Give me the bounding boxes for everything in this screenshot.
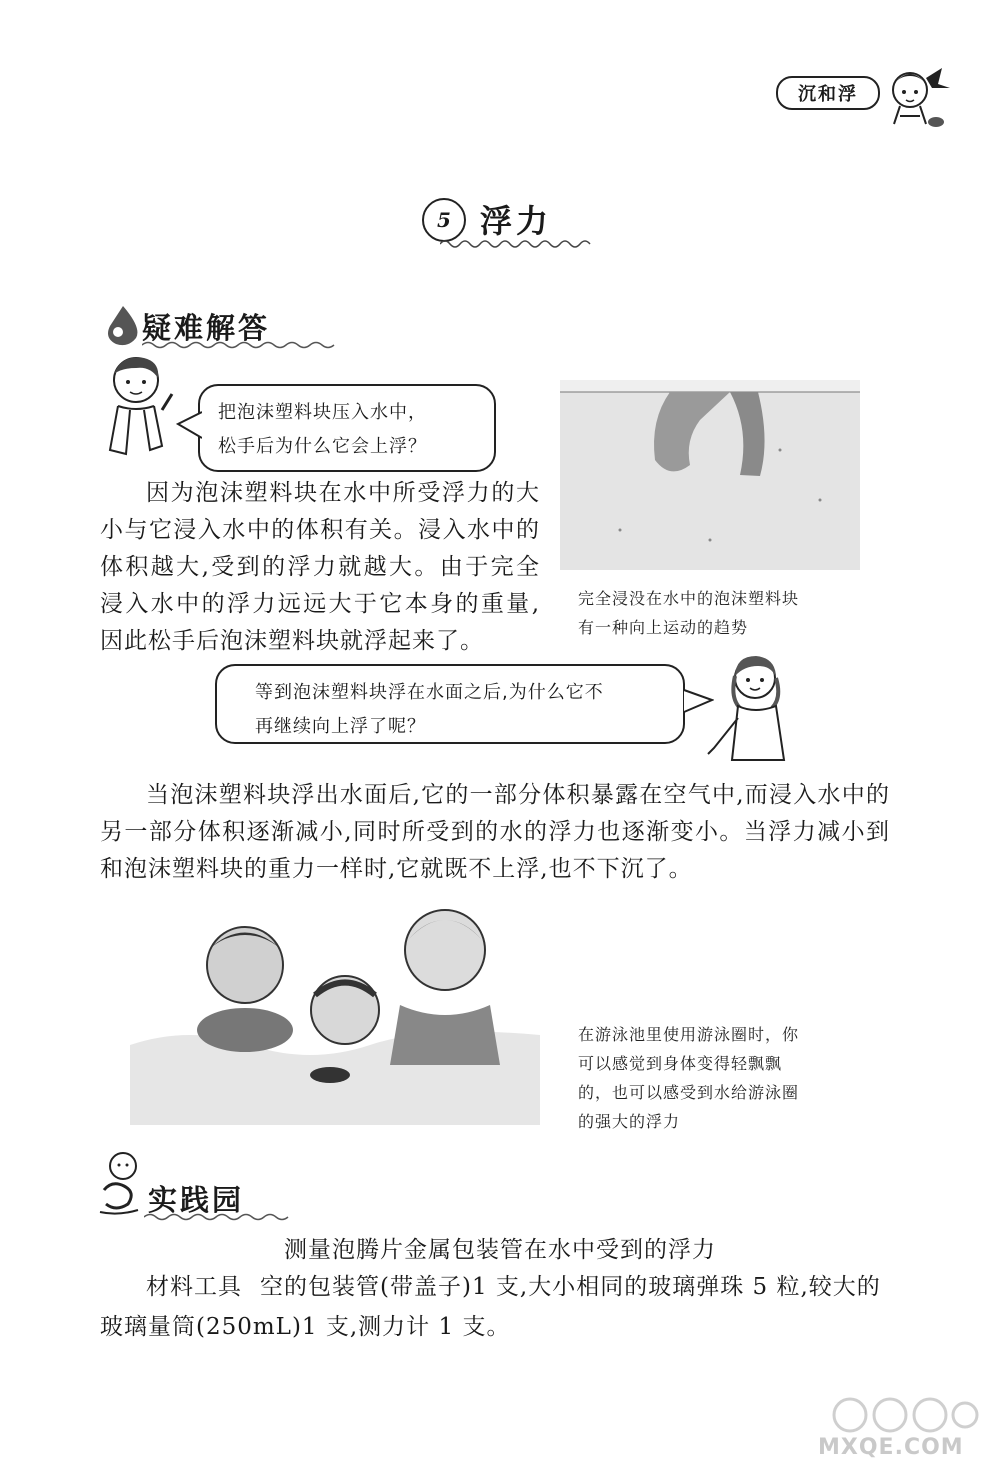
boy-illustration — [100, 350, 178, 470]
answer-2-paragraph: 当泡沫塑料块浮出水面后,它的一部分体积暴露在空气中,而浸入水中的另一部分体积逐渐减小,同时所受到的水的浮力也逐渐变小。当浮力减小到和泡沫塑料块的重力一样时,它就既不上浮,也不下沉了。 — [100, 782, 890, 882]
watermark — [810, 1395, 990, 1465]
heading-underline — [142, 340, 342, 350]
question-1-line-2: 松手后为什么它会上浮？ — [218, 436, 427, 457]
wavy-underline — [440, 238, 600, 250]
mascot-girl-illustration — [880, 58, 955, 133]
question-1-line-1: 把泡沫塑料块压入水中， — [218, 402, 427, 423]
girl-illustration — [700, 648, 795, 768]
question-2-line-2: 再继续向上浮了呢？ — [255, 716, 426, 737]
section-heading-label: 疑难解答 — [142, 311, 271, 345]
photo-2-caption-line-3: 的，也可以感受到水给游泳圈 — [578, 1083, 800, 1102]
watermark-logo-icon — [830, 1395, 980, 1435]
photo-kids-swimming-pool — [130, 895, 540, 1125]
materials-text: 空的包装管(带盖子)1 支,大小相同的玻璃弹珠 5 粒,较大的玻璃量筒(250mL)1 支,测力计 1 支。 — [100, 1274, 881, 1340]
photo-1-caption — [578, 584, 878, 642]
answer-1-paragraph: 因为泡沫塑料块在水中所受浮力的大小与它浸入水中的体积有关。浸入水中的体积越大,受到的浮力就越大。由于完全浸入水中的浮力远远大于它本身的重量,因此松手后泡沫塑料块就浮起来了。 — [100, 480, 540, 654]
question-bubble-1 — [198, 384, 496, 472]
photo-2-caption-line-1: 在游泳池里使用游泳圈时，你 — [578, 1025, 800, 1044]
snail-mascot-icon — [98, 1150, 148, 1220]
photo-2-caption-line-2: 可以感觉到身体变得轻飘飘 — [578, 1054, 783, 1073]
photo-1-caption-line-2: 有一种向上运动的趋势 — [578, 618, 749, 637]
drop-icon — [98, 304, 148, 348]
question-2-line-1: 等到泡沫塑料块浮在水面之后,为什么它不 — [255, 682, 604, 703]
lesson-number: 5 — [422, 198, 466, 242]
unit-label: 沉和浮 — [776, 76, 880, 110]
bubble-1-tail — [176, 410, 202, 440]
section-heading-practice — [98, 1150, 298, 1220]
question-bubble-2 — [215, 664, 685, 744]
section-heading-qa — [98, 300, 358, 350]
photo-2-caption — [578, 1020, 868, 1136]
section-heading-label: 实践园 — [148, 1183, 245, 1217]
lesson-title: 浮力 — [480, 202, 553, 240]
unit-badge — [776, 70, 888, 110]
photo-hand-foam-underwater — [560, 380, 860, 570]
watermark-text: MXQE.COM — [818, 1435, 964, 1460]
photo-1-caption-line-1: 完全浸没在水中的泡沫塑料块 — [578, 589, 800, 608]
lesson-title-block — [420, 186, 600, 256]
activity-title: 测量泡腾片金属包装管在水中受到的浮力 — [284, 1237, 716, 1263]
materials-paragraph — [100, 1267, 900, 1347]
materials-label: 材料工具 — [146, 1274, 242, 1300]
photo-2-caption-line-4: 的强大的浮力 — [578, 1112, 681, 1131]
heading-underline — [144, 1212, 294, 1222]
